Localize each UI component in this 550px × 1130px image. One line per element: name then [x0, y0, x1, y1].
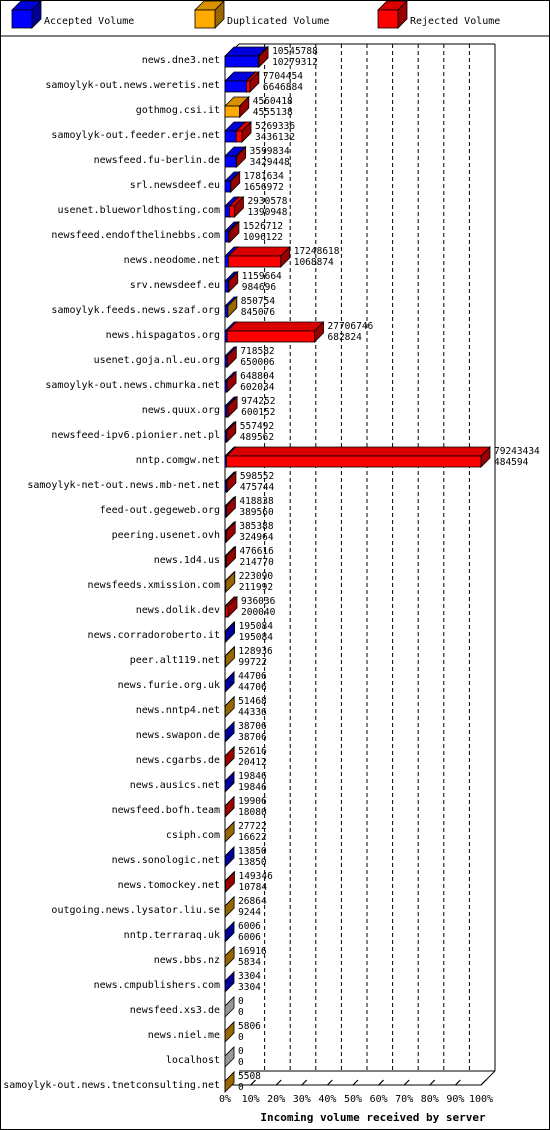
- x-tick-label: 70%: [395, 1094, 414, 1105]
- total-value-label: 476616: [239, 546, 274, 557]
- x-tick-mark: [276, 1080, 281, 1085]
- accepted-value-label: 200040: [241, 607, 276, 618]
- accepted-value-label: 211992: [238, 582, 274, 593]
- category-label: srv.newsdeef.eu: [129, 280, 220, 291]
- category-label: newsfeeds.xmission.com: [87, 580, 220, 591]
- category-label: news.cgarbs.de: [135, 755, 220, 766]
- category-label: samoylyk-net-out.news.mb-net.net: [27, 480, 220, 491]
- category-label: localhost: [165, 1055, 220, 1066]
- total-value-label: 6006: [238, 921, 261, 932]
- category-label: feed-out.gegeweb.org: [99, 505, 220, 516]
- bar-accepted-side: [225, 672, 234, 692]
- bar-rejected-side: [225, 872, 234, 892]
- x-tick-mark: [302, 1080, 307, 1085]
- category-label: news.swapon.de: [135, 730, 220, 741]
- total-value-label: 1781634: [243, 171, 284, 182]
- category-label: news.dne3.net: [141, 55, 220, 66]
- bar-empty-side: [225, 997, 234, 1017]
- total-value-label: 5806: [238, 1021, 261, 1032]
- total-value-label: 418838: [239, 496, 274, 507]
- bar-rejected-top: [227, 447, 490, 456]
- bar-accepted-face: [225, 206, 229, 217]
- category-label: usenet.goja.nl.eu.org: [93, 355, 220, 366]
- category-label: peer.alt119.net: [129, 655, 220, 666]
- total-value-label: 44706: [238, 671, 267, 682]
- bar-rejected-top: [228, 247, 289, 256]
- accepted-value-label: 1656972: [243, 182, 284, 193]
- total-value-label: 4560418: [252, 96, 293, 107]
- accepted-value-label: 9244: [238, 907, 261, 918]
- bar-rejected-face: [227, 406, 228, 417]
- accepted-value-label: 3429448: [249, 157, 290, 168]
- total-value-label: 10545788: [272, 46, 318, 57]
- total-value-label: 557492: [239, 421, 275, 432]
- total-value-label: 974252: [241, 396, 276, 407]
- bar-duplicated-side: [225, 697, 234, 717]
- total-value-label: 3304: [238, 971, 261, 982]
- accepted-value-label: 3304: [238, 982, 261, 993]
- bar-accepted-face: [225, 181, 230, 192]
- category-label: news.corradoroberto.it: [87, 630, 220, 641]
- category-label: srl.newsdeef.eu: [129, 180, 220, 191]
- bar-duplicated-side: [225, 897, 234, 917]
- bar-duplicated-face: [225, 106, 240, 117]
- category-label: samoylyk.feeds.news.szaf.org: [51, 305, 220, 316]
- bar-rejected-face: [228, 281, 229, 292]
- accepted-value-label: 3436132: [255, 132, 296, 143]
- accepted-value-label: 475744: [239, 482, 275, 493]
- total-value-label: 51468: [238, 696, 267, 707]
- bar-rejected-face: [229, 231, 230, 242]
- bar-accepted-face: [225, 231, 229, 242]
- category-label: news.ausics.net: [129, 780, 220, 791]
- bar-rejected-face: [236, 131, 242, 142]
- total-value-label: 850754: [240, 296, 276, 307]
- total-value-label: 19906: [238, 796, 267, 807]
- total-value-label: 936036: [241, 596, 276, 607]
- total-value-label: 0: [238, 1046, 244, 1057]
- accepted-value-label: 16622: [238, 832, 267, 843]
- accepted-value-label: 19846: [238, 782, 267, 793]
- bar-accepted-side: [225, 972, 234, 992]
- bar-accepted-face: [225, 131, 236, 142]
- total-value-label: 5269336: [255, 121, 296, 132]
- total-value-label: 5508: [238, 1071, 261, 1082]
- category-label: newsfeed.endofthelinebbs.com: [51, 230, 220, 241]
- total-value-label: 648804: [240, 371, 275, 382]
- x-tick-label: 0%: [218, 1094, 232, 1105]
- x-tick-label: 20%: [267, 1094, 286, 1105]
- bar-rejected-side: [225, 797, 234, 817]
- bar-accepted-side: [225, 772, 234, 792]
- accepted-value-label: 0: [238, 1057, 244, 1068]
- x-tick-label: 10%: [241, 1094, 260, 1105]
- bar-accepted-face: [225, 631, 226, 642]
- bar-duplicated-side: [225, 947, 234, 967]
- accepted-value-label: 44706: [238, 682, 267, 693]
- category-label: news.hispagatos.org: [105, 330, 220, 341]
- x-tick-label: 60%: [369, 1094, 388, 1105]
- bar-accepted-side: [225, 847, 234, 867]
- accepted-value-label: 5834: [238, 957, 261, 968]
- total-value-label: 27722: [238, 821, 267, 832]
- total-value-label: 52616: [238, 746, 267, 757]
- x-tick-label: 100%: [468, 1094, 494, 1105]
- accepted-value-label: 13850: [238, 857, 267, 868]
- bar-empty-side: [225, 1047, 234, 1067]
- total-value-label: 149346: [238, 871, 273, 882]
- accepted-value-label: 10784: [238, 882, 268, 893]
- total-value-label: 1159664: [241, 271, 282, 282]
- total-value-label: 1526712: [242, 221, 283, 232]
- legend-swatch-rejected-face: [378, 10, 398, 28]
- total-value-label: 598552: [239, 471, 275, 482]
- accepted-value-label: 0: [238, 1082, 244, 1093]
- x-tick-mark: [379, 1080, 384, 1085]
- category-label: peering.usenet.ovh: [111, 530, 220, 541]
- accepted-value-label: 1068874: [293, 257, 334, 268]
- total-value-label: 19846: [238, 771, 267, 782]
- legend-label-accepted: Accepted Volume: [44, 16, 135, 27]
- bar-rejected-face: [246, 81, 249, 92]
- category-label: news.1d4.us: [153, 555, 220, 566]
- total-value-label: 128936: [238, 646, 273, 657]
- total-value-label: 2930578: [247, 196, 288, 207]
- category-label: news.nntp4.net: [135, 705, 220, 716]
- bar-rejected-face: [236, 156, 237, 167]
- accepted-value-label: 99722: [238, 657, 268, 668]
- category-label: newsfeed.fu-berlin.de: [93, 155, 220, 166]
- accepted-value-label: 214770: [239, 557, 274, 568]
- legend-label-duplicated: Duplicated Volume: [227, 16, 330, 27]
- accepted-value-label: 324964: [239, 532, 274, 543]
- accepted-value-label: 484594: [494, 457, 529, 468]
- category-label: samoylyk-out.news.chmurka.net: [45, 380, 220, 391]
- accepted-value-label: 1096122: [242, 232, 283, 243]
- total-value-label: 16916: [238, 946, 267, 957]
- bar-accepted-face: [225, 281, 228, 292]
- x-tick-label: 30%: [292, 1094, 311, 1105]
- accepted-value-label: 600152: [241, 407, 276, 418]
- total-value-label: 27706746: [327, 321, 374, 332]
- bar-accepted-side: [225, 922, 234, 942]
- category-label: outgoing.news.lysator.liu.se: [51, 905, 220, 916]
- legend-label-rejected: Rejected Volume: [410, 16, 501, 27]
- category-label: nntp.comgw.net: [135, 455, 220, 466]
- total-value-label: 7704454: [262, 71, 303, 82]
- accepted-value-label: 44336: [238, 707, 267, 718]
- category-label: news.cmpublishers.com: [93, 980, 220, 991]
- category-label: news.niel.me: [147, 1030, 220, 1041]
- category-label: news.furie.org.uk: [117, 680, 220, 691]
- category-label: nntp.terraraq.uk: [123, 930, 220, 941]
- x-tick-label: 50%: [343, 1094, 363, 1105]
- category-label: newsfeed.xs3.de: [129, 1005, 220, 1016]
- bar-rejected-face: [258, 56, 259, 67]
- total-value-label: 79243434: [494, 446, 540, 457]
- bar-duplicated-side: [226, 572, 235, 592]
- bar-duplicated-side: [225, 1072, 234, 1092]
- accepted-value-label: 1390948: [247, 207, 288, 218]
- bar-rejected-face: [227, 331, 314, 342]
- bar-rejected-face: [228, 256, 280, 267]
- category-label: news.neodome.net: [123, 255, 220, 266]
- bar-accepted-face: [225, 56, 258, 67]
- accepted-value-label: 0: [238, 1032, 244, 1043]
- accepted-value-label: 0: [238, 1007, 244, 1018]
- total-value-label: 13850: [238, 846, 267, 857]
- accepted-value-label: 682824: [327, 332, 362, 343]
- total-value-label: 718582: [240, 346, 275, 357]
- accepted-value-label: 38706: [238, 732, 267, 743]
- bar-accepted-face: [225, 306, 228, 317]
- bar-rejected-side: [225, 747, 234, 767]
- accepted-value-label: 650006: [240, 357, 275, 368]
- accepted-value-label: 984696: [241, 282, 277, 293]
- total-value-label: 223090: [238, 571, 274, 582]
- bar-rejected-face: [227, 456, 481, 467]
- category-label: newsfeed-ipv6.pionier.net.pl: [51, 430, 220, 441]
- accepted-value-label: 20412: [238, 757, 267, 768]
- accepted-value-label: 195084: [238, 632, 273, 643]
- category-label: news.tomockey.net: [117, 880, 220, 891]
- legend-swatch-duplicated-face: [195, 10, 215, 28]
- x-tick-mark: [481, 1080, 486, 1085]
- category-label: csiph.com: [165, 830, 220, 841]
- accepted-value-label: 6646884: [262, 82, 303, 93]
- accepted-value-label: 389560: [239, 507, 274, 518]
- category-label: usenet.blueworldhosting.com: [57, 205, 220, 216]
- bar-accepted-face: [225, 81, 246, 92]
- category-label: samoylyk-out.news.weretis.net: [45, 80, 220, 91]
- bar-accepted-side: [225, 722, 234, 742]
- category-label: news.dolik.dev: [135, 605, 220, 616]
- total-value-label: 0: [238, 996, 244, 1007]
- category-label: news.quux.org: [141, 405, 220, 416]
- category-label: news.bbs.nz: [153, 955, 220, 966]
- x-tick-label: 80%: [420, 1094, 439, 1105]
- category-label: newsfeed.bofh.team: [111, 805, 220, 816]
- accepted-value-label: 4555138: [252, 107, 293, 118]
- x-tick-mark: [430, 1080, 435, 1085]
- bar-duplicated-side: [225, 647, 234, 667]
- category-label: samoylyk-out.feeder.erje.net: [51, 130, 220, 141]
- total-value-label: 26864: [238, 896, 267, 907]
- category-label: gothmog.csi.it: [135, 105, 220, 116]
- total-value-label: 385388: [239, 521, 274, 532]
- total-value-label: 3599834: [249, 146, 290, 157]
- x-tick-mark: [404, 1080, 409, 1085]
- accepted-value-label: 6006: [238, 932, 261, 943]
- x-axis-title: Incoming volume received by server: [260, 1111, 486, 1124]
- bar-accepted-face: [225, 256, 228, 267]
- accepted-value-label: 845076: [240, 307, 276, 318]
- total-value-label: 195084: [238, 621, 273, 632]
- bar-accepted-face: [225, 156, 236, 167]
- bar-accepted-side: [226, 622, 235, 642]
- bar-rejected-face: [226, 606, 228, 617]
- x-tick-label: 90%: [446, 1094, 465, 1105]
- accepted-value-label: 10279312: [272, 57, 318, 68]
- x-tick-label: 40%: [318, 1094, 337, 1105]
- bar-duplicated-side: [225, 1022, 234, 1042]
- accepted-value-label: 489562: [239, 432, 275, 443]
- legend-swatch-accepted-face: [12, 10, 32, 28]
- bar-rejected-face: [229, 206, 234, 217]
- category-label: samoylyk-out.news.tnetconsulting.net: [3, 1080, 220, 1091]
- accepted-value-label: 602034: [240, 382, 275, 393]
- total-value-label: 38706: [238, 721, 267, 732]
- category-label: news.sonologic.net: [111, 855, 220, 866]
- accepted-value-label: 18080: [238, 807, 267, 818]
- x-tick-mark: [353, 1080, 358, 1085]
- bar-duplicated-side: [225, 822, 234, 842]
- x-tick-mark: [455, 1080, 460, 1085]
- x-tick-mark: [327, 1080, 332, 1085]
- total-value-label: 17248618: [293, 246, 340, 257]
- bar-rejected-face: [226, 556, 227, 567]
- bar-rejected-top: [227, 322, 323, 331]
